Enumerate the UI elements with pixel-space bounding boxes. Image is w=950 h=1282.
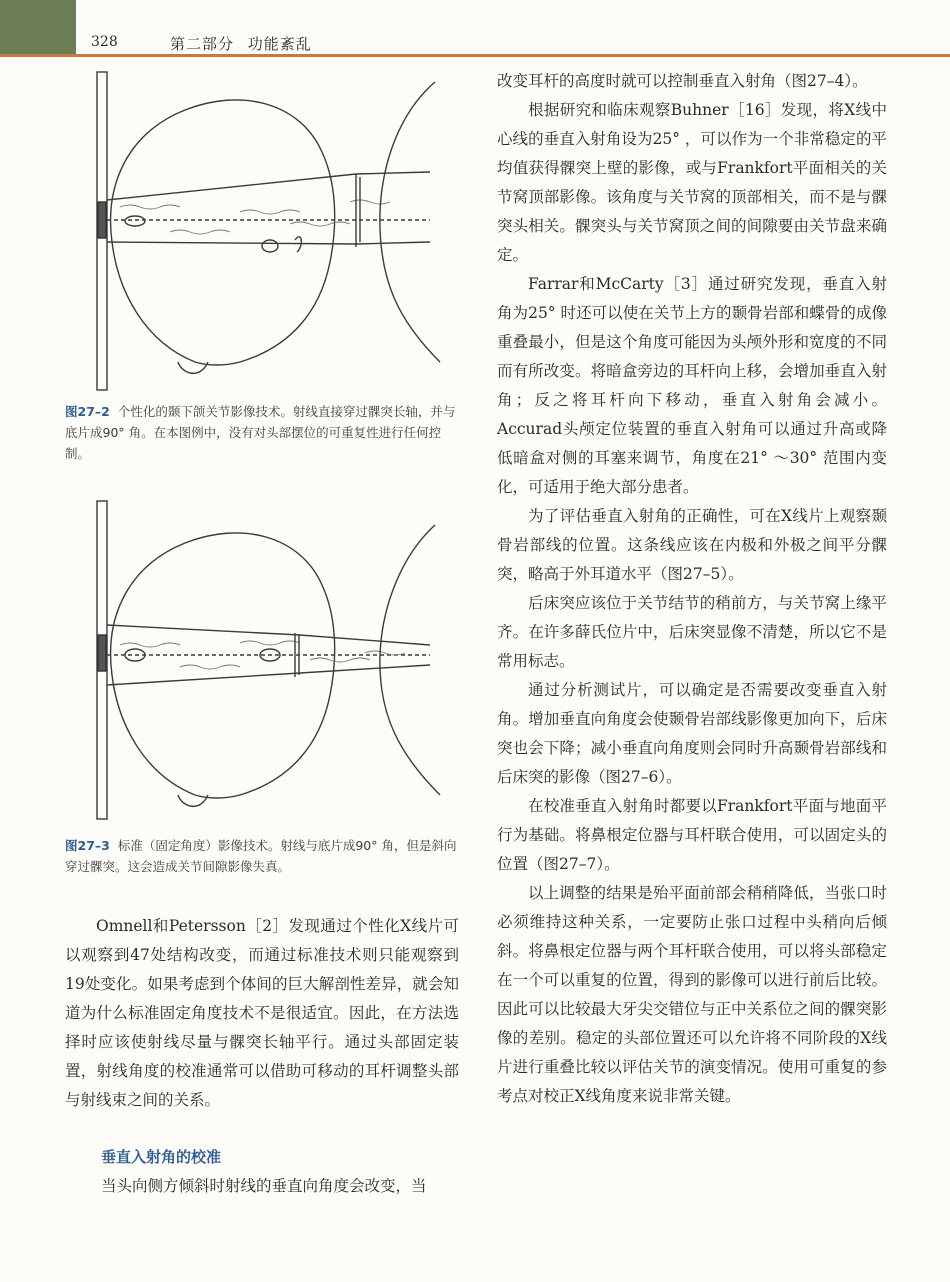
page-number: 328 <box>91 34 118 50</box>
page-header <box>0 0 950 56</box>
body-paragraph: 改变耳杆的高度时就可以控制垂直入射角（图27–4）。 <box>497 72 868 90</box>
right-column <box>497 67 887 1111</box>
header-rule <box>0 54 950 57</box>
body-paragraph-start: 当头向侧方倾斜时射线的垂直向角度会改变，当 <box>101 1177 427 1195</box>
running-head: 第二部分 功能紊乱 <box>170 35 312 53</box>
next-head-profile <box>380 82 440 362</box>
body-paragraph: 为了评估垂直入射角的正确性，可在X线片上观察颞骨岩部线的位置。这条线应该在内极和外极之间平分髁突，略高于外耳道水平（图27–5）。 <box>497 507 887 583</box>
next-head-profile <box>380 525 440 795</box>
figure-label: 图27–3 <box>65 838 110 853</box>
head-outline <box>111 100 335 365</box>
body-paragraph: 根据研究和临床观察Buhner［16］发现，将X线中心线的垂直入射角设为25° ，可以作为一个非常稳定的平均值获得髁突上壁的影像，或与Frankfort平面相关的关节窝顶部影像。该角度与关节窝的顶部相关，而不是与髁突头相关。髁突头与关节窝顶之间的间隙要由关节盘来确定。 <box>497 101 887 264</box>
figure-27-2-caption <box>65 401 461 464</box>
head-outline <box>111 533 335 798</box>
condyle-right <box>262 240 278 252</box>
figure-27-3-illustration <box>90 495 450 825</box>
figure-27-3-caption <box>65 835 461 877</box>
ear-rod-right <box>356 174 360 247</box>
figure-caption-text: 标准（固定角度）影像技术。射线与底片成90° 角，但是斜向穿过髁突。这会造成关节间隙影像失真。 <box>65 838 457 874</box>
body-paragraph: 通过分析测试片，可以确定是否需要改变垂直入射角。增加垂直向角度会使颞骨岩部线影像更加向下，后床突也会下降；减小垂直向角度则会同时升高颞骨岩部线和后床突的影像（图27–6）。 <box>497 681 887 786</box>
left-column <box>65 912 459 1115</box>
body-paragraph: 后床突应该位于关节结节的稍前方，与关节窝上缘平齐。在许多薛氏位片中，后床突显像不清楚，所以它不是常用标志。 <box>497 594 887 670</box>
figure-caption-text: 个性化的颞下颌关节影像技术。射线直接穿过髁突长轴，并与底片成90° 角。在本图例中，没有对头部摆位的可重复性进行任何控制。 <box>65 404 456 461</box>
body-paragraph: Farrar和McCarty［3］通过研究发现，垂直入射角为25° 时还可以使在关节上方的颞骨岩部和蝶骨的成像重叠最小，但是这个角度可能因为头颅外形和宽度的不同而有所改变。将暗盒旁边的耳杆向上移，会增加垂直入射角；反之将耳杆向下移动，垂直入射角会减小。Accurad头颅定位装置的垂直入射角可以通过升高或降低暗盒对侧的耳塞来调节，角度在21° ～30° 范围内变化，可适用于绝大部分患者。 <box>497 275 887 496</box>
body-paragraph: 在校准垂直入射角时都要以Frankfort平面与地面平行为基础。将鼻根定位器与耳杆联合使用，可以固定头的位置（图27–7）。 <box>497 797 887 873</box>
body-paragraph: 以上调整的结果是殆平面前部会稍稍降低，当张口时必须维持这种关系，一定要防止张口过程中头稍向后倾斜。将鼻根定位器与两个耳杆联合使用，可以将头部稳定在一个可以重复的位置，得到的影像可以进行前后比较。因此可以比较最大牙尖交错位与正中关系位之间的髁突影像的差别。稳定的头部位置还可以允许将不同阶段的X线片进行重叠比较以评估关节的演变情况。使用可重复的参考点对校正X线角度来说非常关键。 <box>497 884 887 1105</box>
figure-27-2-illustration <box>90 62 450 392</box>
figure-label: 图27–2 <box>65 404 110 419</box>
condyle-left <box>125 216 145 226</box>
section-heading: 垂直入射角的校准 <box>101 1148 222 1166</box>
body-paragraph: Omnell和Petersson［2］发现通过个性化X线片可以观察到47处结构改变，而通过标准技术则只能观察到19处变化。如果考虑到个体间的巨大解剖性差异，就会知道为什么标准固定角度技术不是很适宜。因此，在方法选择时应该使射线尽量与髁突长轴平行。通过头部固定装置，射线角度的校准通常可以借助可移动的耳杆调整头部与射线束之间的关系。 <box>65 917 459 1109</box>
header-color-tab <box>0 0 76 56</box>
